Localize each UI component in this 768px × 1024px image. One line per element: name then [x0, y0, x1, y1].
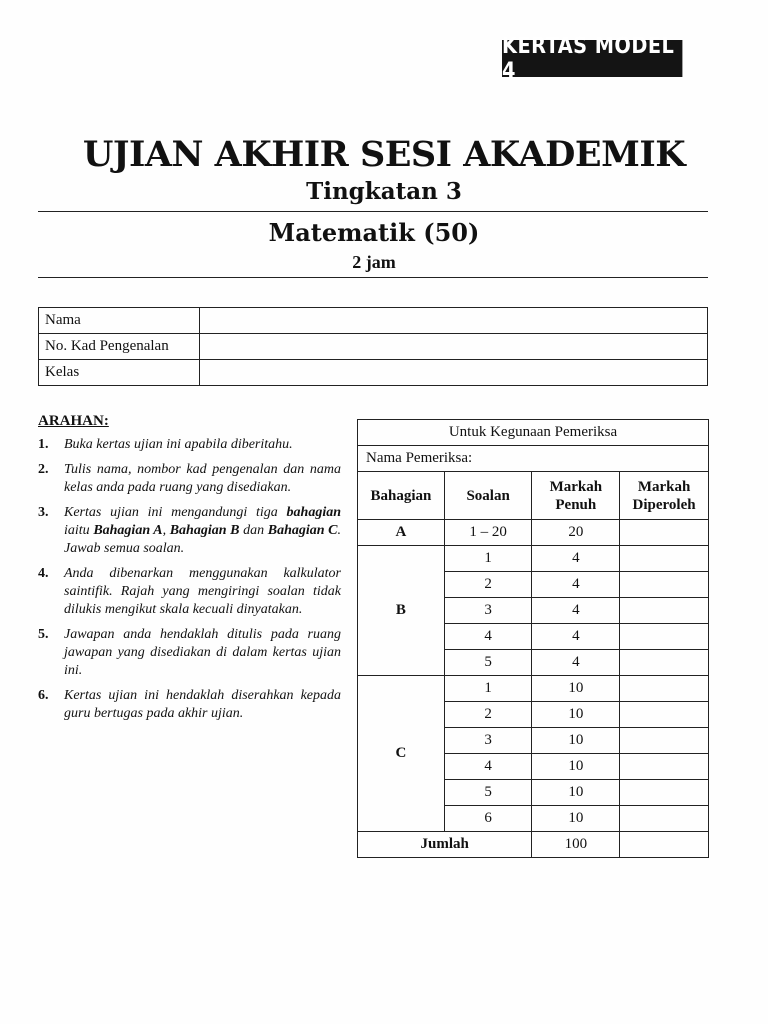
instruction-fragment: Tulis nama, nombor kad pengenalan dan nama kelas anda pada ruang yang disediakan.: [64, 462, 341, 495]
instructions-heading: ARAHAN:: [38, 413, 109, 429]
score-row: [358, 520, 709, 546]
section-label: C: [358, 676, 445, 832]
instruction-number: 3.: [38, 505, 49, 520]
question-number: 6: [444, 806, 532, 832]
marks-obtained-cell[interactable]: [620, 702, 709, 728]
divider-top: [38, 211, 708, 212]
instruction-fragment: Kertas ujian ini hendaklah diserahkan kepada guru bertugas pada akhir ujian.: [64, 688, 341, 721]
question-number: 3: [444, 598, 532, 624]
total-label: Jumlah: [358, 832, 532, 858]
candidate-field-input[interactable]: [200, 334, 708, 360]
full-marks: 10: [532, 702, 620, 728]
marks-obtained-cell[interactable]: [620, 520, 709, 546]
marks-obtained-cell[interactable]: [620, 624, 709, 650]
full-marks: 10: [532, 676, 620, 702]
question-number: 4: [444, 624, 532, 650]
marks-obtained-cell[interactable]: [620, 780, 709, 806]
instruction-fragment: ,: [162, 523, 170, 538]
exam-title: UJIAN AKHIR SESI AKADEMIK: [82, 134, 686, 175]
question-number: 2: [444, 572, 532, 598]
column-header: Markah Diperoleh: [620, 472, 709, 520]
instruction-number: 1.: [38, 437, 49, 452]
instruction-fragment: iaitu: [64, 523, 94, 538]
instruction-number: 2.: [38, 462, 49, 477]
column-header: Bahagian: [358, 472, 445, 520]
instruction-fragment: Buka kertas ujian ini apabila diberitahu.: [64, 437, 293, 452]
examiner-table-header: [358, 472, 709, 520]
marks-obtained-cell[interactable]: [620, 676, 709, 702]
marks-obtained-cell[interactable]: [620, 728, 709, 754]
question-number: 1 – 20: [444, 520, 532, 546]
instruction-fragment: Kertas ujian ini mengandungi tiga: [64, 505, 287, 520]
instruction-emphasis: Bahagian A: [93, 523, 163, 538]
question-number: 2: [444, 702, 532, 728]
question-number: 4: [444, 754, 532, 780]
candidate-info-table: [38, 307, 708, 386]
question-number: 5: [444, 650, 532, 676]
candidate-field-input[interactable]: [200, 308, 708, 334]
total-marks-obtained-cell[interactable]: [620, 832, 709, 858]
question-number: 1: [444, 546, 532, 572]
full-marks: 20: [532, 520, 620, 546]
candidate-field-input[interactable]: [200, 360, 708, 386]
full-marks: 10: [532, 780, 620, 806]
instruction-item: [38, 461, 341, 497]
full-marks: 4: [532, 650, 620, 676]
full-marks: 10: [532, 754, 620, 780]
total-row: [358, 832, 709, 858]
full-marks: 4: [532, 598, 620, 624]
instruction-number: 4.: [38, 566, 49, 581]
instruction-item: [38, 687, 341, 723]
examiner-name-field[interactable]: Nama Pemeriksa:: [358, 446, 709, 472]
instruction-number: 5.: [38, 627, 49, 642]
full-marks: 4: [532, 546, 620, 572]
score-row: [358, 546, 709, 572]
instruction-item: [38, 626, 341, 680]
column-header: Soalan: [444, 472, 532, 520]
instruction-item: [38, 565, 341, 619]
full-marks: 4: [532, 624, 620, 650]
paper-model-badge: KERTAS MODEL 4: [502, 40, 682, 77]
instruction-item: [38, 436, 341, 454]
marks-obtained-cell[interactable]: [620, 572, 709, 598]
exam-duration: 2 jam: [352, 252, 396, 272]
instructions-list: [38, 436, 341, 723]
instruction-fragment: Anda dibenarkan menggunakan kalkulator saintifik. Rajah yang mengiringi soalan tidak dilukis mengikut skala kecuali dinyatakan.: [64, 566, 341, 617]
instruction-text: [64, 565, 341, 619]
instruction-text: [64, 461, 341, 497]
column-header: Markah Penuh: [532, 472, 620, 520]
marks-obtained-cell[interactable]: [620, 598, 709, 624]
divider-bottom: [38, 277, 708, 278]
instruction-fragment: dan: [239, 523, 268, 538]
full-marks: 10: [532, 806, 620, 832]
subject-title: Matematik (50): [268, 218, 480, 247]
section-label: A: [358, 520, 445, 546]
examiner-table-title: Untuk Kegunaan Pemeriksa: [358, 420, 709, 446]
form-level: Tingkatan 3: [306, 178, 462, 205]
full-marks: 4: [532, 572, 620, 598]
instruction-fragment: . Jawab semua soalan.: [64, 523, 342, 556]
full-marks: 10: [532, 728, 620, 754]
instruction-text: [64, 687, 341, 723]
instruction-text: [64, 436, 341, 454]
instruction-emphasis: bahagian: [286, 505, 341, 520]
examiner-table: [357, 419, 709, 858]
question-number: 1: [444, 676, 532, 702]
score-row: [358, 676, 709, 702]
candidate-info-row: [39, 360, 708, 386]
instruction-emphasis: Bahagian C: [267, 523, 338, 538]
instruction-text: [64, 626, 341, 680]
marks-obtained-cell[interactable]: [620, 650, 709, 676]
section-label: B: [358, 546, 445, 676]
instruction-text: [64, 504, 341, 558]
instruction-emphasis: Bahagian B: [169, 523, 240, 538]
candidate-field-label: Kelas: [39, 360, 200, 386]
question-number: 3: [444, 728, 532, 754]
instruction-item: [38, 504, 341, 558]
marks-obtained-cell[interactable]: [620, 546, 709, 572]
candidate-field-label: Nama: [39, 308, 200, 334]
candidate-field-label: No. Kad Pengenalan: [39, 334, 200, 360]
total-full-marks: 100: [532, 832, 620, 858]
candidate-info-row: [39, 308, 708, 334]
instructions-panel: [38, 413, 341, 730]
question-number: 5: [444, 780, 532, 806]
candidate-info-row: [39, 334, 708, 360]
instruction-number: 6.: [38, 688, 49, 703]
marks-obtained-cell[interactable]: [620, 754, 709, 780]
instruction-fragment: Jawapan anda hendaklah ditulis pada ruang jawapan yang disediakan di dalam kertas ujian ini.: [64, 627, 341, 678]
marks-obtained-cell[interactable]: [620, 806, 709, 832]
